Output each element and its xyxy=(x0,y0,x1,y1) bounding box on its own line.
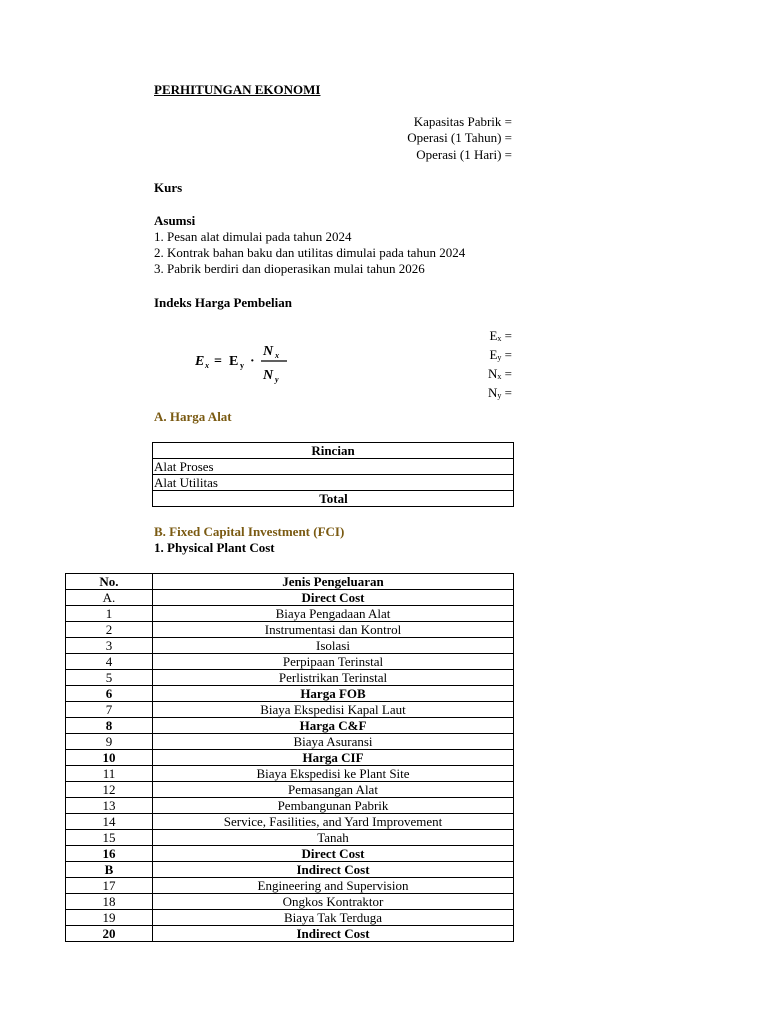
asumsi-item: 3. Pabrik berdiri dan dioperasikan mulai tahun 2026 xyxy=(154,261,425,276)
operasi-tahun-label: Operasi (1 Tahun) = xyxy=(407,130,512,145)
table-row xyxy=(66,622,514,638)
table-row xyxy=(66,654,514,670)
page-title: PERHITUNGAN EKONOMI xyxy=(154,82,321,97)
row-label-cell: Direct Cost xyxy=(153,590,514,606)
table-row xyxy=(66,782,514,798)
row-label-cell: Pemasangan Alat xyxy=(153,782,514,798)
table-row xyxy=(66,878,514,894)
row-number-cell: 11 xyxy=(66,766,153,782)
svg-text:x: x xyxy=(205,361,209,370)
row-number-cell: 12 xyxy=(66,782,153,798)
row-label-cell: Isolasi xyxy=(153,638,514,654)
row-number-cell: 5 xyxy=(66,670,153,686)
svg-text:E: E xyxy=(229,354,239,369)
row-number-cell: 18 xyxy=(66,894,153,910)
svg-text:·: · xyxy=(250,354,255,369)
row-number-cell: 15 xyxy=(66,830,153,846)
fci-heading: B. Fixed Capital Investment (FCI) xyxy=(154,524,345,539)
row-label-cell: Perpipaan Terinstal xyxy=(153,654,514,670)
indeks-variables xyxy=(460,328,512,404)
var-ny: $N_y$ = xyxy=(488,385,512,400)
svg-text:N: N xyxy=(263,368,274,383)
column-header: No. xyxy=(66,574,153,590)
row-number-cell: 20 xyxy=(66,926,153,942)
var-ex: $E_x$ = xyxy=(489,328,512,343)
row-label-cell: Biaya Ekspedisi Kapal Laut xyxy=(153,702,514,718)
table-row xyxy=(153,459,514,475)
asumsi-item: 2. Kontrak bahan baku dan utilitas dimulai pada tahun 2024 xyxy=(154,245,466,260)
row-label-cell: Service, Fasilities, and Yard Improvement xyxy=(153,814,514,830)
row-number-cell: 2 xyxy=(66,622,153,638)
row-label-cell: Instrumentasi dan Kontrol xyxy=(153,622,514,638)
row-number-cell: A. xyxy=(66,590,153,606)
table-row xyxy=(66,830,514,846)
row-label-cell: Indirect Cost xyxy=(153,926,514,942)
table-cell: Alat Utilitas xyxy=(153,475,514,491)
asumsi-list xyxy=(154,229,465,277)
row-label-cell: Biaya Asuransi xyxy=(153,734,514,750)
row-number-cell: 13 xyxy=(66,798,153,814)
table-row-total xyxy=(153,491,514,507)
indeks-heading: Indeks Harga Pembelian xyxy=(154,295,292,310)
row-label-cell: Pembangunan Pabrik xyxy=(153,798,514,814)
var-ey: $E_y$ = xyxy=(489,347,512,362)
table-row xyxy=(66,766,514,782)
indeks-formula xyxy=(195,339,295,389)
asumsi-item: 1. Pesan alat dimulai pada tahun 2024 xyxy=(154,229,352,244)
svg-text:y: y xyxy=(240,361,244,370)
row-label-cell: Ongkos Kontraktor xyxy=(153,894,514,910)
total-cell: Total xyxy=(153,491,514,507)
table-row xyxy=(66,846,514,862)
table-row xyxy=(66,798,514,814)
table-row xyxy=(66,702,514,718)
row-label-cell: Direct Cost xyxy=(153,846,514,862)
table-header-row xyxy=(153,443,514,459)
row-number-cell: 8 xyxy=(66,718,153,734)
var-nx: $N_x$ = xyxy=(488,366,512,381)
svg-text:N: N xyxy=(263,344,274,359)
row-number-cell: 6 xyxy=(66,686,153,702)
svg-text:=: = xyxy=(214,354,222,369)
row-number-cell: 14 xyxy=(66,814,153,830)
row-label-cell: Perlistrikan Terinstal xyxy=(153,670,514,686)
kurs-label: Kurs xyxy=(154,180,183,195)
asumsi-heading: Asumsi xyxy=(154,213,196,228)
fci-subheading: 1. Physical Plant Cost xyxy=(154,540,275,555)
row-label-cell: Harga C&F xyxy=(153,718,514,734)
harga-alat-heading: A. Harga Alat xyxy=(154,409,232,424)
svg-text:y: y xyxy=(275,375,279,384)
table-row xyxy=(66,670,514,686)
table-row xyxy=(66,590,514,606)
harga-alat-table xyxy=(152,442,514,507)
table-row xyxy=(66,638,514,654)
operasi-hari-label: Operasi (1 Hari) = xyxy=(416,147,512,162)
table-row xyxy=(66,814,514,830)
row-number-cell: 16 xyxy=(66,846,153,862)
kapasitas-pabrik-label: Kapasitas Pabrik = xyxy=(413,114,512,129)
row-number-cell: B xyxy=(66,862,153,878)
row-label-cell: Tanah xyxy=(153,830,514,846)
table-row xyxy=(66,910,514,926)
row-label-cell: Biaya Ekspedisi ke Plant Site xyxy=(153,766,514,782)
row-label-cell: Biaya Pengadaan Alat xyxy=(153,606,514,622)
row-label-cell: Harga CIF xyxy=(153,750,514,766)
row-label-cell: Biaya Tak Terduga xyxy=(153,910,514,926)
table-row xyxy=(153,475,514,491)
table-row xyxy=(66,606,514,622)
fci-table xyxy=(65,573,514,942)
table-row xyxy=(66,718,514,734)
table-cell: Alat Proses xyxy=(153,459,514,475)
table-header-row xyxy=(66,574,514,590)
column-header: Rincian xyxy=(153,443,514,459)
row-number-cell: 9 xyxy=(66,734,153,750)
row-label-cell: Engineering and Supervision xyxy=(153,878,514,894)
table-row xyxy=(66,862,514,878)
table-row xyxy=(66,894,514,910)
row-number-cell: 10 xyxy=(66,750,153,766)
row-label-cell: Indirect Cost xyxy=(153,862,514,878)
table-row xyxy=(66,686,514,702)
row-number-cell: 1 xyxy=(66,606,153,622)
svg-text:x: x xyxy=(275,351,279,360)
svg-text:E: E xyxy=(195,354,205,369)
row-label-cell: Harga FOB xyxy=(153,686,514,702)
row-number-cell: 19 xyxy=(66,910,153,926)
row-number-cell: 3 xyxy=(66,638,153,654)
table-row xyxy=(66,750,514,766)
row-number-cell: 7 xyxy=(66,702,153,718)
table-row xyxy=(66,734,514,750)
row-number-cell: 17 xyxy=(66,878,153,894)
column-header: Jenis Pengeluaran xyxy=(153,574,514,590)
table-row xyxy=(66,926,514,942)
row-number-cell: 4 xyxy=(66,654,153,670)
